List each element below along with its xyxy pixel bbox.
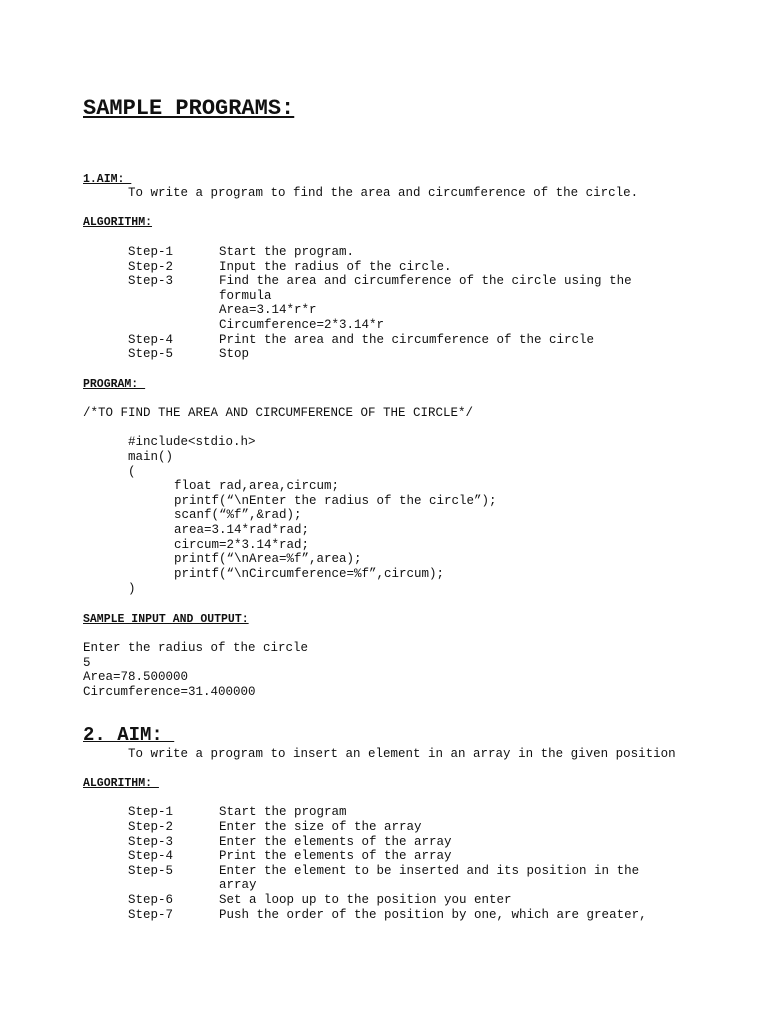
step-label: Step-4: [128, 333, 174, 347]
step-text: Circumference=2*3.14*r: [219, 318, 385, 332]
step-label: Step-5: [128, 864, 174, 878]
step-text: Stop: [219, 347, 250, 361]
code-line: area=3.14*rad*rad;: [174, 523, 310, 537]
algorithm-2-label: ALGORITHM:: [83, 777, 159, 790]
io-line: Circumference=31.400000: [83, 685, 256, 699]
step-text: Set a loop up to the position you enter: [219, 893, 512, 907]
code-line: circum=2*3.14*rad;: [174, 538, 310, 552]
step-label: Step-1: [128, 805, 174, 819]
step-text: Start the program: [219, 805, 347, 819]
aim-1-text: To write a program to find the area and circumference of the circle.: [128, 186, 639, 200]
step-text: Start the program.: [219, 245, 355, 259]
code-line: ): [128, 582, 136, 596]
code-line: printf(“\nArea=%f”,area);: [174, 552, 362, 566]
code-line: printf(“\nEnter the radius of the circle”);: [174, 494, 497, 508]
step-text: array: [219, 878, 257, 892]
step-text: Push the order of the position by one, which are greater,: [219, 908, 647, 922]
step-label: Step-3: [128, 274, 174, 288]
step-text: Input the radius of the circle.: [219, 260, 452, 274]
program-1-label: PROGRAM:: [83, 378, 146, 391]
step-text: Area=3.14*r*r: [219, 303, 317, 317]
code-line: (: [128, 465, 136, 479]
step-text: Enter the element to be inserted and its position in the: [219, 864, 640, 878]
io-line: Area=78.500000: [83, 670, 189, 684]
io-line: 5: [83, 656, 91, 670]
aim-2-label: 2. AIM:: [83, 724, 175, 746]
step-label: Step-3: [128, 835, 174, 849]
step-text: Find the area and circumference of the circle using the: [219, 274, 632, 288]
code-line: printf(“\nCircumference=%f”,circum);: [174, 567, 445, 581]
step-label: Step-2: [128, 820, 174, 834]
step-text: Print the elements of the array: [219, 849, 452, 863]
code-line: main(): [128, 450, 174, 464]
step-label: Step-7: [128, 908, 174, 922]
algorithm-1-label: ALGORITHM:: [83, 216, 153, 229]
step-label: Step-1: [128, 245, 174, 259]
code-line: scanf(“%f”,&rad);: [174, 508, 302, 522]
aim-2-text: To write a program to insert an element in an array in the given position: [128, 747, 676, 761]
io-label: SAMPLE INPUT AND OUTPUT:: [83, 613, 249, 626]
code-comment: /*TO FIND THE AREA AND CIRCUMFERENCE OF THE CIRCLE*/: [83, 406, 474, 420]
io-line: Enter the radius of the circle: [83, 641, 309, 655]
page-title: SAMPLE PROGRAMS:: [83, 96, 295, 121]
step-text: formula: [219, 289, 272, 303]
step-label: Step-4: [128, 849, 174, 863]
step-label: Step-2: [128, 260, 174, 274]
step-label: Step-6: [128, 893, 174, 907]
code-line: float rad,area,circum;: [174, 479, 340, 493]
code-line: #include<stdio.h>: [128, 435, 256, 449]
step-text: Enter the elements of the array: [219, 835, 452, 849]
aim-1-label: 1.AIM:: [83, 173, 132, 186]
step-text: Print the area and the circumference of the circle: [219, 333, 595, 347]
step-text: Enter the size of the array: [219, 820, 422, 834]
step-label: Step-5: [128, 347, 174, 361]
